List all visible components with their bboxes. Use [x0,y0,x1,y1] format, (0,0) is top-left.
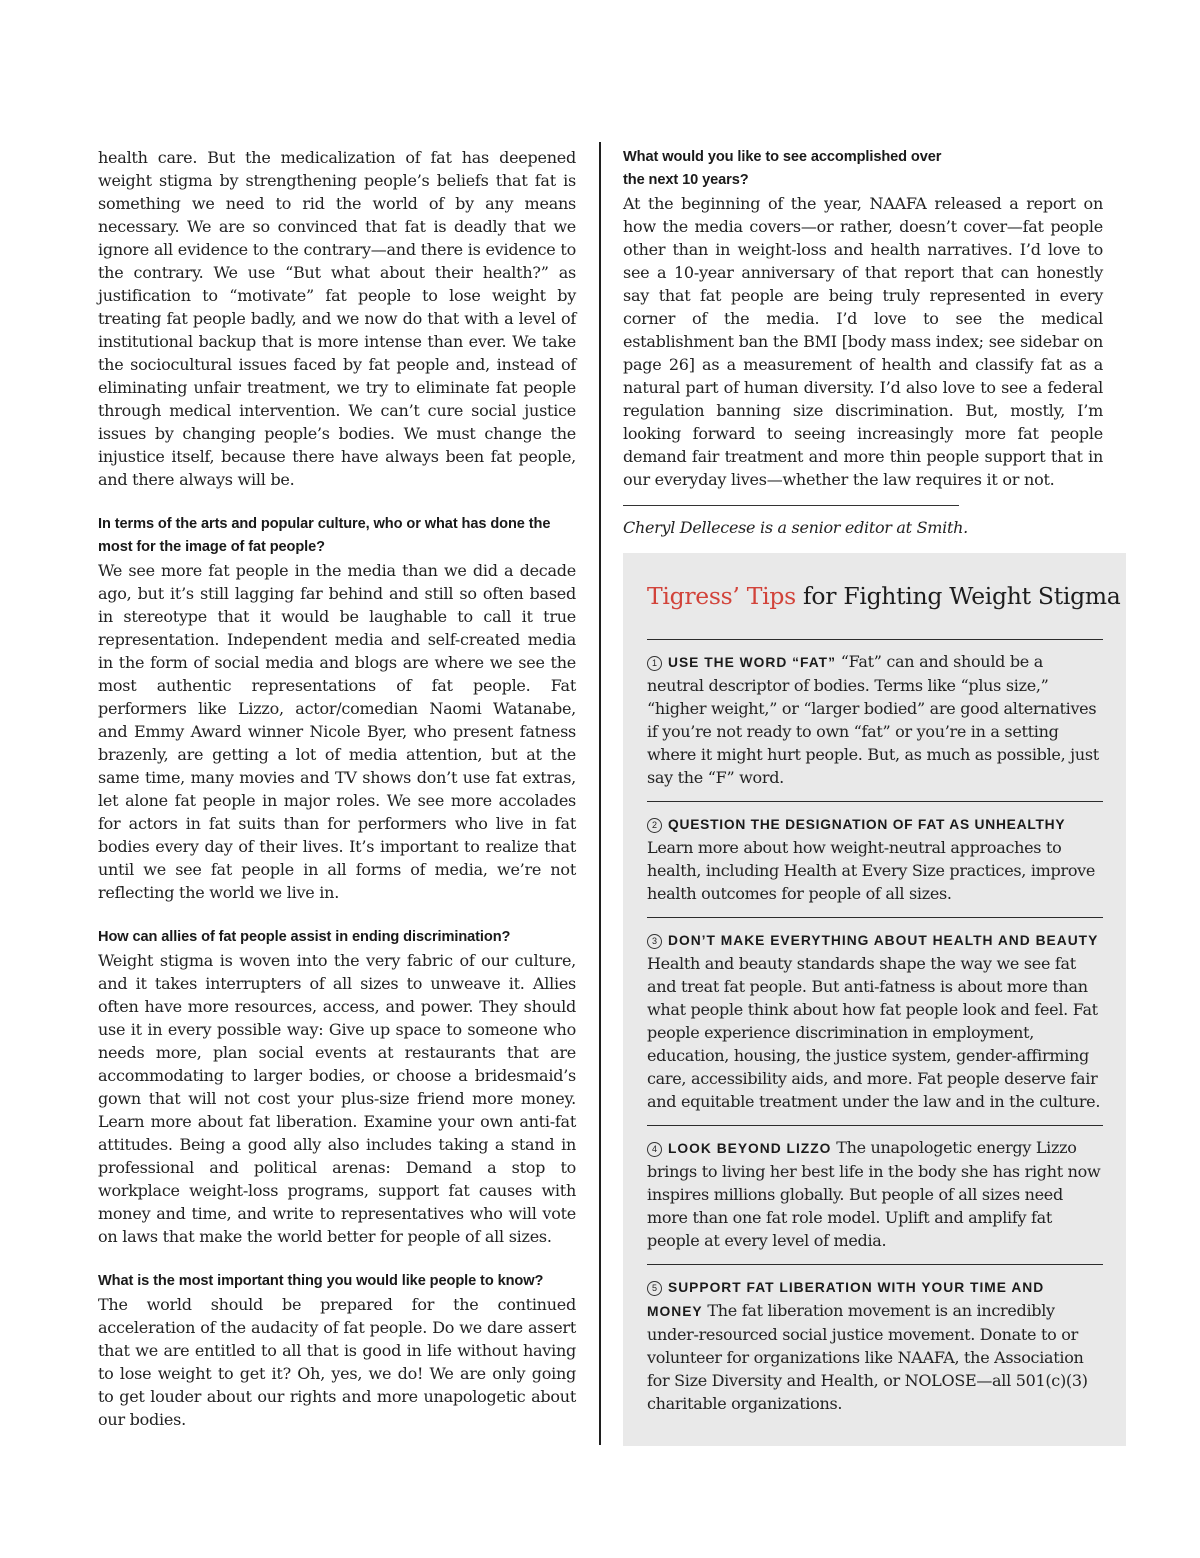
tip-number-circle: 3 [647,934,662,949]
answer-arts: We see more fat people in the media than we did a decade ago, but it’s still lagging far behind and still so often based in stereotype that it would be laughable to call it true representation. Independent media and self-created media in the form of social media and blogs are where we see the most authentic representations of fat people. Fat performers like Lizzo, actor/comedian Naomi Watanabe, and Emmy Award winner Nicole Byer, who present fatness brazenly, are getting a lot of media attention, but at the same time, many movies and TV shows don’t use fat extras, let alone fat people in major roles. We see more accolades for actors in fat suits than for performers who live in fat bodies every day of their lives. It’s important to realize that until we see fat people in all forms of media, we’re not reflecting the world we live in. [98,561,576,902]
question-allies: How can allies of fat people assist in ending discrimination? [98,929,511,945]
tip-text: The fat liberation movement is an incredibly under-resourced social justice movement. Donate to or volunteer for organizations like NAAFA, the Association for Size Diversity and Health, or NOLOSE—all 501(c)(3) charitable organizations. [647,1301,1088,1413]
tip-label: DON’T MAKE EVERYTHING ABOUT HEALTH AND BEAUTY [668,933,1099,948]
tip-item [647,801,1103,905]
tip-item [647,917,1103,1113]
column-divider [599,142,601,1445]
tip-text: Health and beauty standards shape the way we see fat and treat fat people. But anti-fatness is about more than what people think about how fat people look and feel. Fat people experience discrimination in employment, education, housing, the justice system, gender-affirming care, accessibility aids, and more. Fat people deserve fair and equitable treatment under the law and in the culture. [647,954,1101,1111]
right-column [623,146,1103,539]
question-arts: In terms of the arts and popular culture, who or what has done the most for the image of fat people? [98,516,551,555]
tip-label: QUESTION THE DESIGNATION OF FAT AS UNHEALTHY [668,817,1066,832]
tip-item [647,1125,1103,1252]
answer-allies: Weight stigma is woven into the very fabric of our culture, and it takes interrupters of all sizes to unweave it. Allies often have more resources, access, and power. They should use it in every possible way: Give up space to someone who needs more, plan social events at restaurants that are accommodating to larger bodies, or choose a bridesmaid’s gown that will not cost your plus-size friend more money. Learn more about fat liberation. Examine your own anti-fat attitudes. Being a good ally also includes taking a stand in professional and political arenas: Demand a stop to workplace weight-loss programs, support fat causes with money and time, and write to representatives who will vote on laws that make the world better for people of all sizes. [98,951,576,1246]
tip-text: Learn more about how weight-neutral approaches to health, including Health at Every Size practices, improve health outcomes for people of all sizes. [647,838,1096,903]
tip-number-circle: 5 [647,1281,662,1296]
author-byline: Cheryl Dellecese is a senior editor at Smith. [623,518,968,537]
sidebar-title-accent: Tigress’ Tips [647,582,796,610]
tip-text: “Fat” can and should be a neutral descriptor of bodies. Terms like “plus size,” “higher weight,” or “larger bodied” are good alternatives if you’re not ready to own “fat” or you’re in a setting where it might hurt people. But, as much as possible, just say the “F” word. [647,652,1099,787]
tip-label: LOOK BEYOND LIZZO [668,1141,832,1156]
tip-item [647,639,1103,789]
sidebar-title-rest: for Fighting Weight Stigma [795,582,1121,610]
intro-paragraph: health care. But the medicalization of fat has deepened weight stigma by strengthening people’s beliefs that fat is something we need to rid the world of by any means necessary. We are so convinced that fat is deadly that we ignore all evidence to the contrary—and there is evidence to the contrary. We use “But what about their health?” as justification to “motivate” fat people to lose weight by treating fat people badly, and we now do that with a level of institutional backup that is more intense than ever. We take the sociocultural issues faced by fat people and, instead of eliminating unfair treatment, we try to eliminate fat people through medical intervention. We can’t cure social justice issues by changing people’s bodies. We must change the injustice itself, because there have always been fat people, and there always will be. [98,148,576,489]
tip-item [647,1264,1103,1415]
question-important: What is the most important thing you would like people to know? [98,1273,544,1289]
tip-text: The unapologetic energy Lizzo brings to living her best life in the body she has right now inspires millions globally. But people of all sizes need more than one fat role model. Uplift and amplify fat people at every level of media. [647,1138,1101,1250]
tips-sidebar [623,553,1126,1446]
tip-number-circle: 1 [647,656,662,671]
left-column [98,146,576,1431]
answer-important: The world should be prepared for the continued acceleration of the audacity of fat people. Do we dare assert that we are entitled to all that is good in life without having to lose weight to get it? Oh, yes, we do! We are only going to get louder about our rights and more unapologetic about our bodies. [98,1295,576,1429]
sidebar-title [647,579,1121,613]
tip-number-circle: 2 [647,818,662,833]
tip-label: USE THE WORD “FAT” [668,655,836,670]
answer-future: At the beginning of the year, NAAFA released a report on how the media covers—or rather, doesn’t cover—fat people other than in weight-loss and health narratives. I’d love to see a 10-year anniversary of that report that can honestly say that fat people are being truly represented in every corner of the media. I’d love to see the medical establishment ban the BMI [body mass index; see sidebar on page 26] as a measurement of health and classify fat as a natural part of human diversity. I’d also love to see a federal regulation banning size discrimination. But, mostly, I’m looking forward to seeing increasingly more fat people demand fair treatment and more thin people support that in our everyday lives—whether the law requires it or not. [623,194,1103,489]
tip-number-circle: 4 [647,1142,662,1157]
question-future: What would you like to see accomplished over the next 10 years? [623,149,942,188]
byline-rule [623,505,959,506]
tip-label: SUPPORT FAT LIBERATION WITH YOUR TIME AND MONEY [647,1280,1045,1319]
